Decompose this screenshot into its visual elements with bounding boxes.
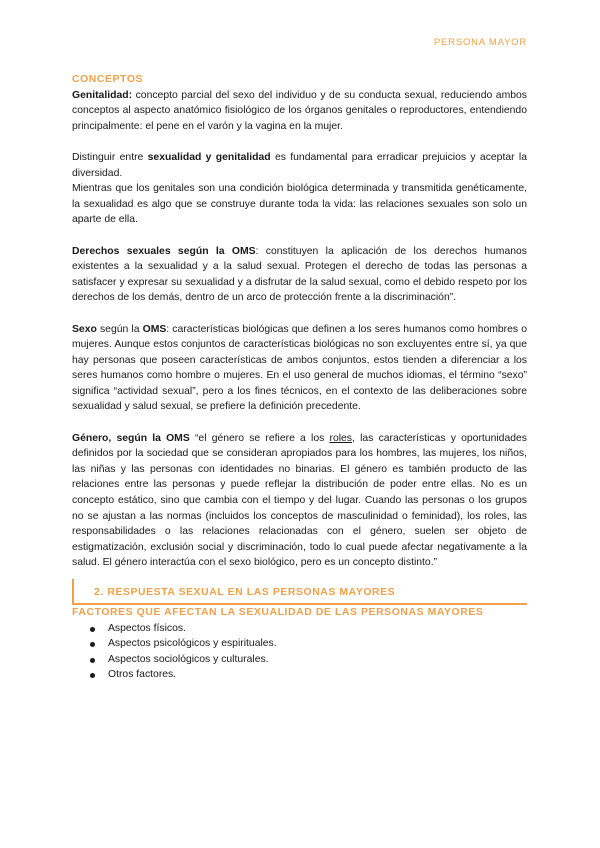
mientras-paragraph: Mientras que los genitales son una condición biológica determinada y transmitida genéticamente, la sexualidad es algo que se construye durante toda la vida: las relaciones sexuales son solo un aparte de ella. bbox=[72, 183, 527, 226]
section-heading: 2. RESPUESTA SEXUAL EN LAS PERSONAS MAYORES bbox=[94, 587, 396, 598]
list-item: Aspectos psicológicos y espirituales. bbox=[90, 636, 527, 652]
page-content bbox=[72, 72, 527, 683]
factores-list bbox=[72, 621, 527, 683]
list-item: Aspectos sociológicos y culturales. bbox=[90, 652, 527, 668]
genitalidad-term: Genitalidad: bbox=[72, 89, 133, 101]
genero-paragraph bbox=[72, 431, 527, 571]
conceptos-title: CONCEPTOS bbox=[72, 74, 144, 85]
sexo-paragraph bbox=[72, 322, 527, 416]
derechos-term: Derechos sexuales según la OMS bbox=[72, 245, 256, 257]
sexo-term: Sexo bbox=[72, 323, 97, 335]
derechos-text: : constituyen la aplicación de los derechos humanos existentes a la sexualidad y a la salud sexual. Protegen el derecho de todas las personas a satisfacer y expresar su sexualidad y a disfrutar de la salud sexual, como el debido respeto por los derechos de los demás, dentro de un arco de protección frente a la discriminación”. bbox=[72, 245, 527, 304]
distinguir-pre: Distinguir entre bbox=[72, 151, 148, 163]
genero-term: Género, según la OMS bbox=[72, 432, 190, 444]
roles-link[interactable]: roles bbox=[329, 432, 353, 444]
distinguir-paragraph bbox=[72, 150, 527, 181]
derechos-paragraph bbox=[72, 244, 527, 306]
factores-title: FACTORES QUE AFECTAN LA SEXUALIDAD DE LAS PERSONAS MAYORES bbox=[72, 607, 484, 618]
distinguir-bold: sexualidad y genitalidad bbox=[147, 151, 271, 163]
running-header: PERSONA MAYOR bbox=[433, 37, 527, 48]
sexo-oms: OMS bbox=[142, 323, 167, 335]
genitalidad-paragraph bbox=[72, 88, 527, 135]
list-item: Aspectos físicos. bbox=[90, 621, 527, 637]
genero-text: , las características y oportunidades definidos por la sociedad que se consideran apropiados para los hombres, las mujeres, los niños, las niñas y las personas con identidades no binarias. El género es también producto de las relaciones entre las personas y puede reflejar la distribución de poder entre ellas. No es un concepto estático, sino que cambia con el tiempo y del lugar. Cuando las personas o los grupos no se ajustan a las normas (incluidos los conceptos de masculinidad o feminidad), los roles, las responsabilidades o las relaciones relacionadas con el género, suelen ser objeto de estigmatización, exclusión social y discriminación, todo lo cual puede afectar negativamente a la salud. El género interactúa con el sexo biológico, pero es un concepto distinto.” bbox=[72, 432, 527, 569]
sexo-mid: según la bbox=[96, 323, 143, 335]
section-heading-box bbox=[72, 579, 527, 605]
genero-pre: “el género se refiere a los bbox=[189, 432, 330, 444]
genitalidad-text: concepto parcial del sexo del individuo y de su conducta sexual, reduciendo ambos conceptos al aspecto anatómico fisiológico de los órganos genitales o reproductores, entendiendo principalmente: el pene en el varón y la vagina en la mujer. bbox=[72, 89, 527, 132]
distinguir-post: es fundamental para erradicar prejuicios y aceptar la diversidad. bbox=[72, 151, 527, 179]
list-item: Otros factores. bbox=[90, 667, 527, 683]
sexo-text: : características biológicas que definen a los seres humanos como hombres o mujeres. Aunque estos conjuntos de características biológicas no son excluyentes entre sí, ya que hay personas que poseen características de ambos conjuntos, estos tienden a diferenciar a los seres humanos como hombre o mujeres. En el uso general de muchos idiomas, el término “sexo” significa “actividad sexual”, pero a los fines técnicos, en el contexto de las deliberaciones sobre sexualidad y salud sexual, se prefiere la definición precedente. bbox=[72, 323, 527, 413]
